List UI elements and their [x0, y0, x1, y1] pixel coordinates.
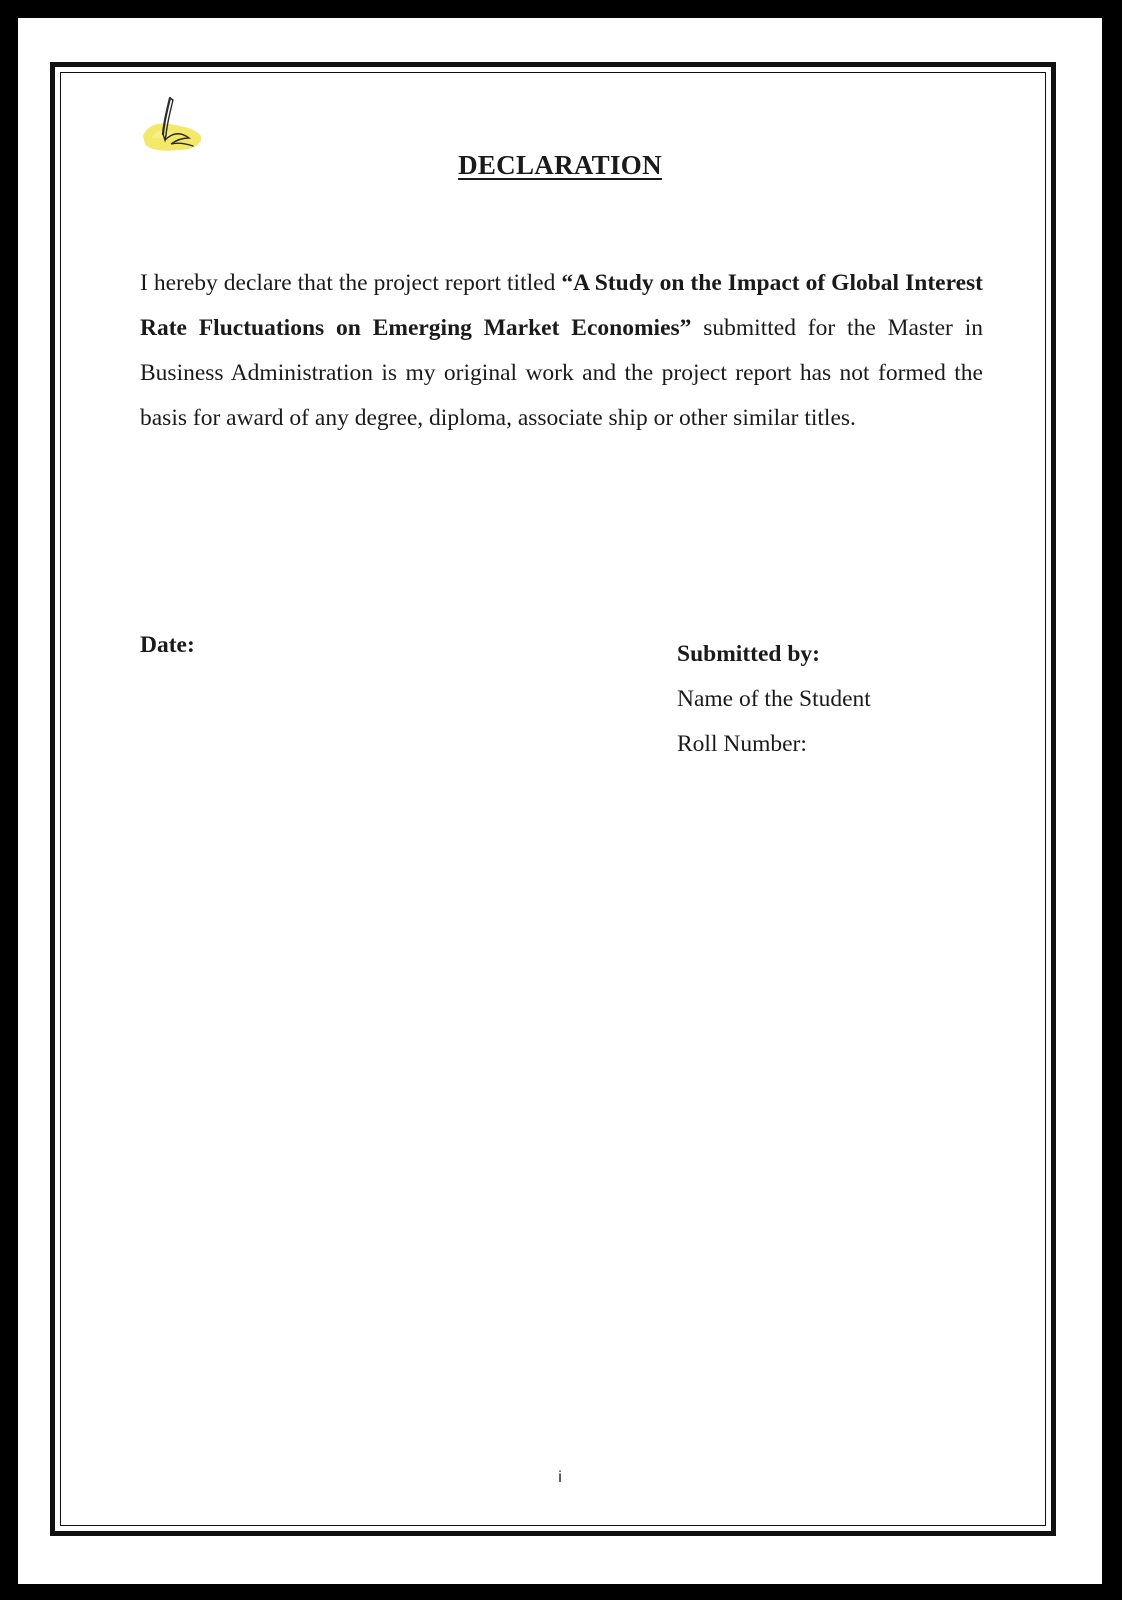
page-number: i — [558, 1469, 562, 1486]
document-page — [18, 18, 1102, 1584]
roll-number: Roll Number: — [677, 731, 807, 757]
student-name: Name of the Student — [677, 686, 871, 712]
submitted-by-block — [677, 632, 871, 767]
pen-signature-icon — [137, 86, 207, 156]
submitted-by-heading: Submitted by: — [677, 641, 820, 667]
declaration-rest: submitted for the Master in Business Administration is my original work and the project report has not formed the basis for award of any degree, diploma, associate ship or other similar titles. — [140, 315, 983, 431]
declaration-intro: I hereby declare that the project report titled — [140, 270, 562, 296]
page-title: DECLARATION — [458, 150, 662, 180]
date-label: Date: — [140, 632, 195, 658]
report-title: “A Study on the Impact of Global Interest Rate Fluctuations on Emerging Market Economies” — [140, 270, 983, 341]
declaration-text — [140, 261, 983, 441]
